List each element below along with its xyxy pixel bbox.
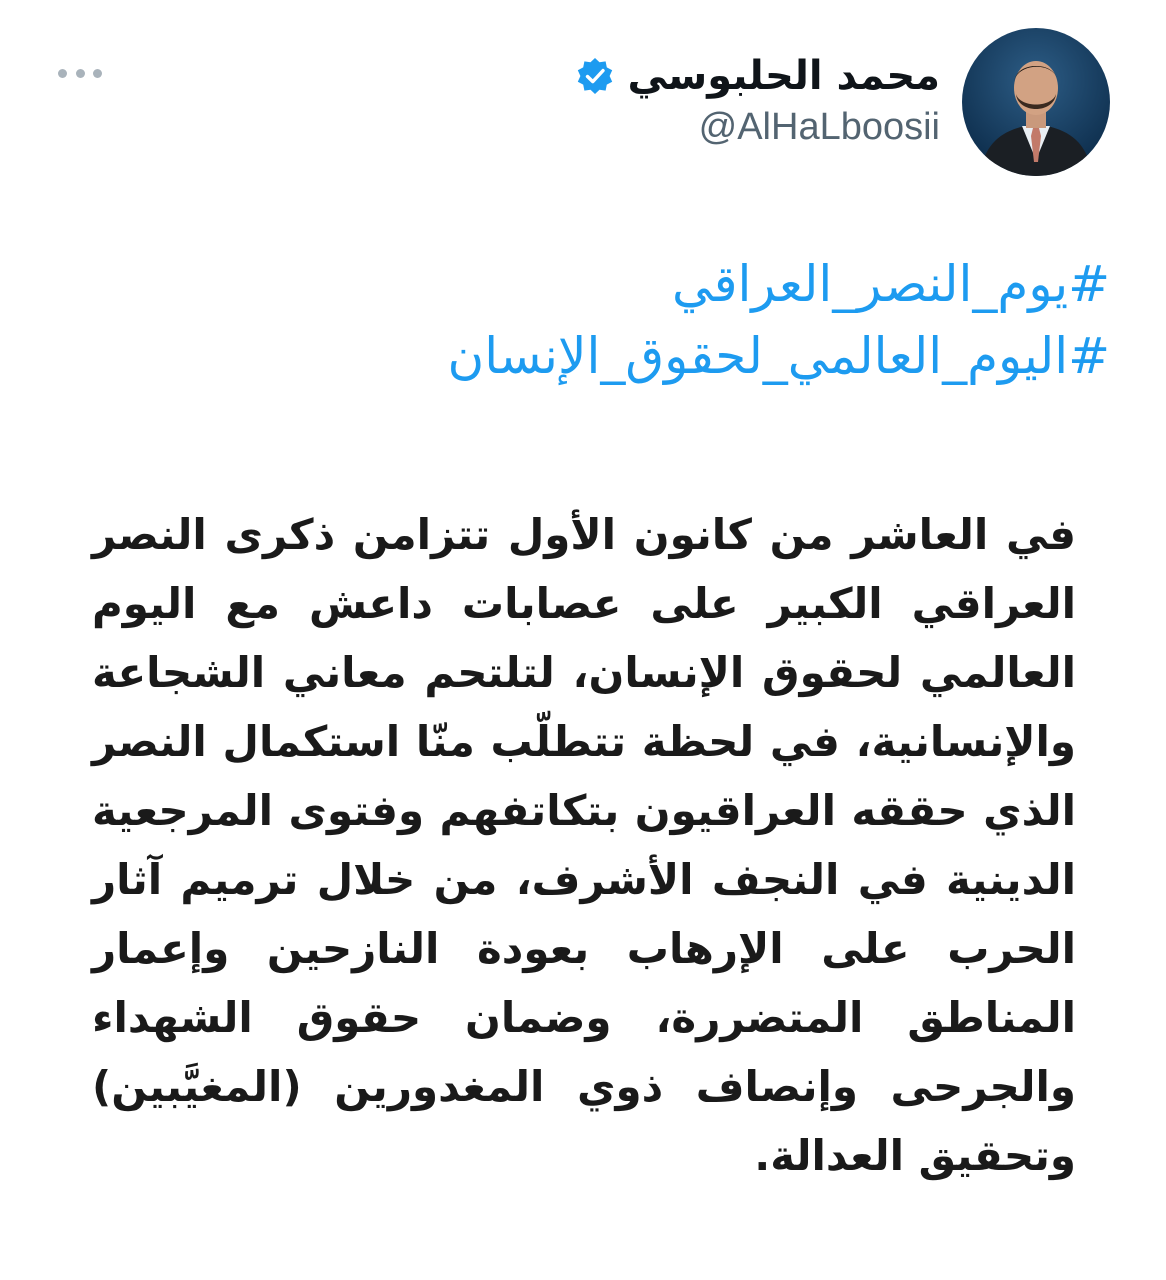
tweet-body-text: في العاشر من كانون الأول تتزامن ذكرى النصر العراقي الكبير على عصابات داعش مع اليوم العالمي لحقوق الإنسان، لتلتحم معاني الشجاعة والإنسانية، في لحظة تتطلّب منّا استكمال النصر الذي حققه العراقيون بتكاتفهم وفتوى المرجعية الدينية في النجف الأشرف، من خلال ترميم آثار الحرب على الإرهاب بعودة النازحين وإعمار المناطق المتضررة، وضمان حقوق الشهداء والجرحى وإنصاف ذوي المغدورين (المغيَّبين) وتحقيق العدالة. — [92, 510, 1076, 1180]
hashtag-link[interactable]: #اليوم_العالمي_لحقوق_الإنسان — [447, 327, 1110, 385]
hashtag-list — [210, 248, 1110, 392]
hashtag-link[interactable]: #يوم_النصر_العراقي — [671, 255, 1110, 313]
more-dot — [58, 69, 67, 78]
verified-badge-icon — [575, 56, 615, 96]
avatar[interactable] — [962, 28, 1110, 176]
author-handle[interactable]: @AlHaLboosii — [698, 106, 940, 148]
profile-photo — [962, 28, 1110, 176]
author-name-row — [575, 46, 940, 106]
more-options-button[interactable] — [58, 60, 102, 86]
author-display-name[interactable]: محمد الحلبوسي — [627, 53, 940, 99]
more-dot — [93, 69, 102, 78]
more-dot — [76, 69, 85, 78]
